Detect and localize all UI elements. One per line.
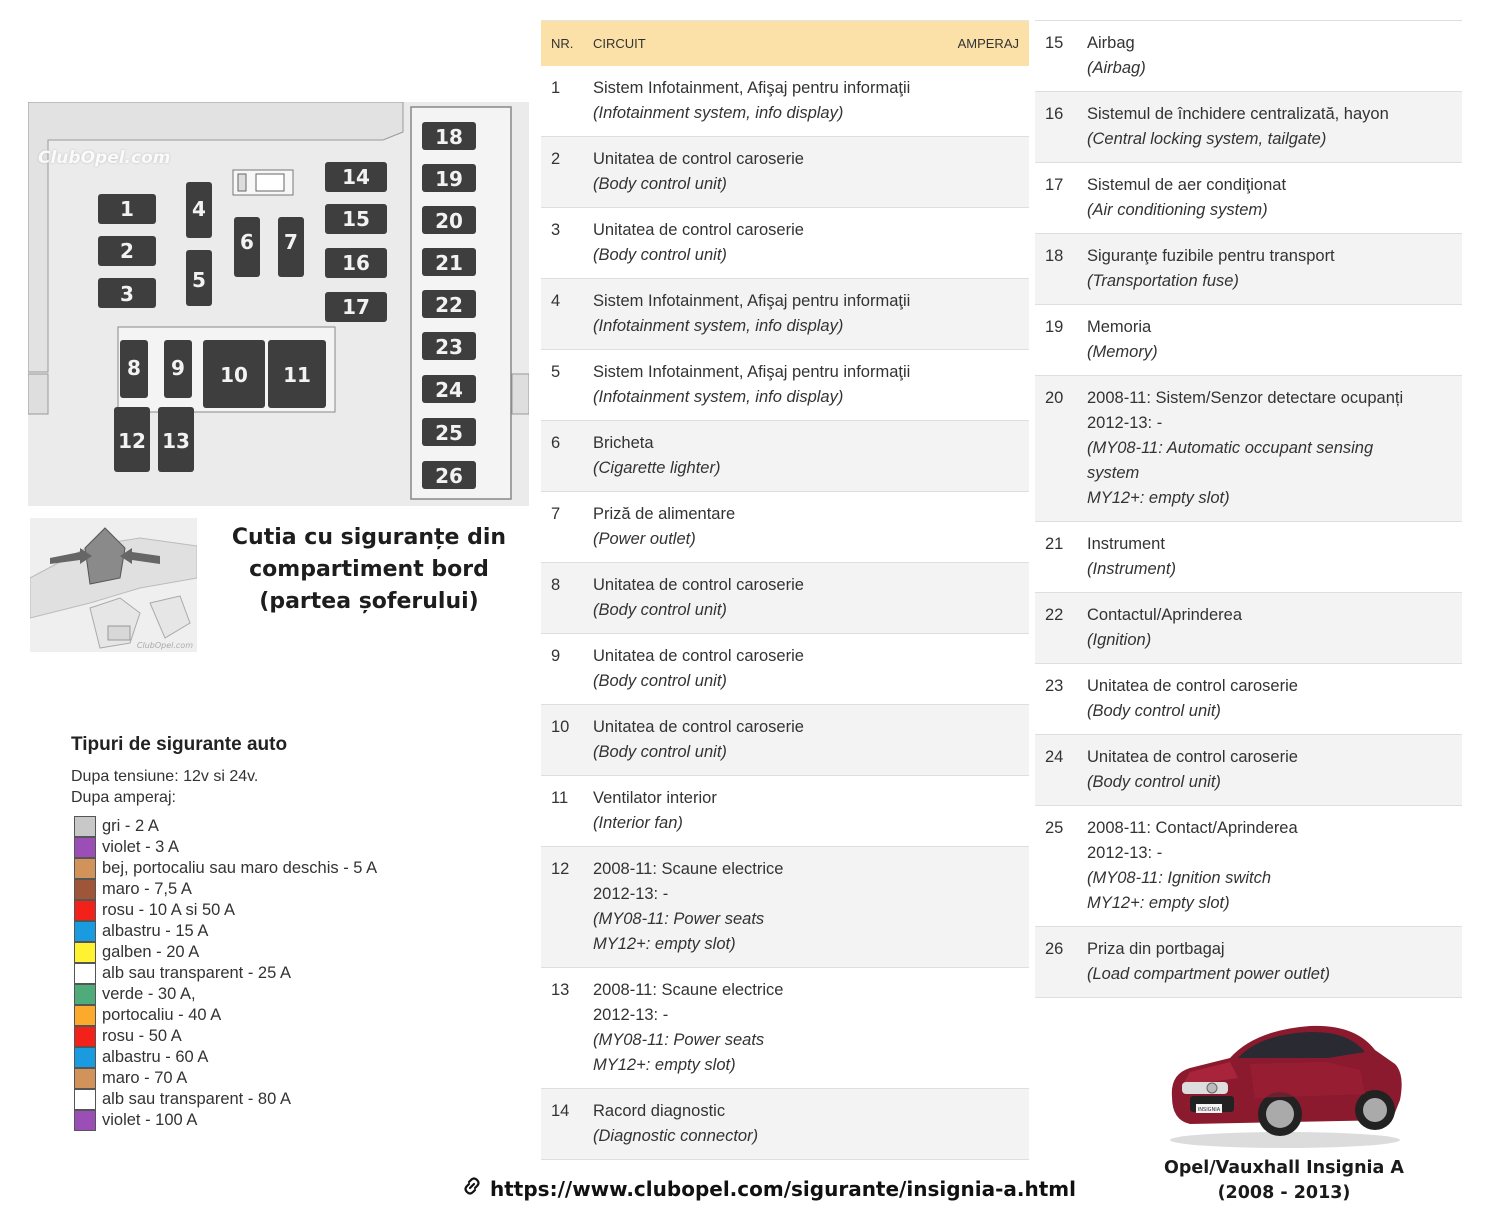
- table-row: [1035, 927, 1462, 998]
- circuit-ro: 2012-13: -: [593, 1006, 669, 1024]
- fuse-number: 17: [342, 295, 370, 319]
- fuse-nr: 1: [551, 79, 561, 97]
- legend-title: Tipuri de sigurante auto: [71, 734, 288, 755]
- circuit-en: (Power outlet): [593, 530, 696, 548]
- fuse-number: 7: [284, 230, 298, 254]
- header-amperage: AMPERAJ: [957, 36, 1019, 51]
- legend-list: [74, 816, 377, 1131]
- color-swatch: [74, 900, 96, 921]
- fuse-number: 21: [435, 251, 463, 275]
- circuit-en: (Instrument): [1087, 560, 1176, 578]
- legend-label: rosu - 10 A si 50 A: [102, 901, 235, 919]
- legend-item: [74, 900, 377, 921]
- color-swatch: [74, 1089, 96, 1110]
- color-swatch: [74, 879, 96, 900]
- circuit-ro: Airbag: [1087, 34, 1135, 52]
- fuse-nr: 22: [1045, 606, 1064, 624]
- circuit-en: (Infotainment system, info display): [593, 104, 844, 122]
- circuit-description: [593, 1099, 1029, 1149]
- table-row: [1035, 664, 1462, 735]
- table-row: [541, 776, 1029, 847]
- circuit-en: (Body control unit): [593, 743, 727, 761]
- circuit-ro: Sistemul de aer condiţionat: [1087, 176, 1287, 194]
- legend-label: maro - 70 A: [102, 1069, 188, 1087]
- circuit-ro: Sistem Infotainment, Afişaj pentru informaţii: [593, 363, 911, 381]
- color-swatch: [74, 858, 96, 879]
- table-row: [1035, 92, 1462, 163]
- table-row: [1035, 163, 1462, 234]
- caption-line: Cutia cu siguranțe din: [231, 525, 507, 550]
- table-row: [541, 492, 1029, 563]
- circuit-description: [1087, 816, 1462, 916]
- car-plate: INSIGNIA: [1197, 1107, 1221, 1113]
- circuit-ro: Sistem Infotainment, Afişaj pentru informaţii: [593, 292, 911, 310]
- circuit-ro: Racord diagnostic: [593, 1102, 726, 1120]
- legend-item: [74, 942, 377, 963]
- circuit-ro: Ventilator interior: [593, 789, 717, 807]
- circuit-description: [593, 218, 1029, 268]
- circuit-en: MY12+: empty slot): [593, 1056, 736, 1074]
- circuit-en: system: [1087, 464, 1140, 482]
- fuse-number: 2: [120, 239, 134, 263]
- circuit-description: [593, 573, 1029, 623]
- circuit-ro: Unitatea de control caroserie: [1087, 748, 1298, 766]
- circuit-en: (Airbag): [1087, 59, 1146, 77]
- fuse-number: 11: [283, 363, 311, 387]
- table-row: [1035, 522, 1462, 593]
- circuit-en: (Body control unit): [1087, 702, 1221, 720]
- circuit-description: [1087, 674, 1462, 724]
- table-row: [1035, 735, 1462, 806]
- fuse-nr: 15: [1045, 34, 1064, 52]
- table-row: [541, 137, 1029, 208]
- circuit-ro: Sistem Infotainment, Afişaj pentru informaţii: [593, 79, 911, 97]
- fuse-number: 12: [118, 429, 146, 453]
- legend-item: [74, 816, 377, 837]
- legend-label: albastru - 15 A: [102, 922, 209, 940]
- circuit-description: [593, 502, 1029, 552]
- table-body: [1035, 20, 1462, 998]
- car-svg: [1160, 1012, 1410, 1152]
- fuse-nr: 26: [1045, 940, 1064, 958]
- fuse-nr: 14: [551, 1102, 570, 1120]
- header-nr: NR.: [551, 36, 574, 51]
- circuit-ro: 2008-11: Scaune electrice: [593, 860, 784, 878]
- fuse-number: 3: [120, 282, 134, 306]
- fuse-nr: 9: [551, 647, 561, 665]
- table-row: [541, 279, 1029, 350]
- color-swatch: [74, 1047, 96, 1068]
- circuit-description: [593, 715, 1029, 765]
- circuit-en: (Infotainment system, info display): [593, 317, 844, 335]
- legend-item: [74, 1110, 377, 1131]
- fuse-nr: 13: [551, 981, 570, 999]
- legend-label: maro - 7,5 A: [102, 880, 192, 898]
- circuit-en: (Infotainment system, info display): [593, 388, 844, 406]
- location-thumbnail-svg: [30, 518, 197, 652]
- fuse-box-caption: [210, 522, 528, 618]
- source-url[interactable]: https://www.clubopel.com/sigurante/insignia-a.html: [490, 1176, 1077, 1201]
- car-years: (2008 - 2013): [1217, 1183, 1351, 1203]
- circuit-en: (Body control unit): [593, 672, 727, 690]
- fuse-number: 20: [435, 209, 463, 233]
- thumbnail-watermark: ClubOpel.com: [136, 641, 193, 650]
- fuse-number: 19: [435, 167, 463, 191]
- fuse-nr: 24: [1045, 748, 1064, 766]
- fuse-table-left: [541, 20, 1029, 1160]
- circuit-ro: Bricheta: [593, 434, 654, 452]
- table-row: [541, 66, 1029, 137]
- car-image: [1160, 1012, 1410, 1152]
- circuit-description: [593, 431, 1029, 481]
- fuse-nr: 20: [1045, 389, 1064, 407]
- fuse-number: 10: [220, 363, 248, 387]
- car-caption: [1150, 1156, 1418, 1206]
- legend-label: alb sau transparent - 25 A: [102, 964, 291, 982]
- table-row: [541, 563, 1029, 634]
- circuit-description: [1087, 937, 1462, 987]
- fuse-nr: 2: [551, 150, 561, 168]
- table-body: [541, 66, 1029, 1160]
- fuse-nr: 6: [551, 434, 561, 452]
- fuse-nr: 4: [551, 292, 561, 310]
- circuit-description: [1087, 603, 1462, 653]
- circuit-description: [593, 76, 1029, 126]
- legend-item: [74, 1005, 377, 1026]
- fuse-nr: 11: [551, 789, 569, 807]
- circuit-ro: 2008-11: Scaune electrice: [593, 981, 784, 999]
- legend-item: [74, 858, 377, 879]
- color-swatch: [74, 1110, 96, 1131]
- diagram-watermark: ClubOpel.com: [38, 148, 171, 168]
- table-row: [1035, 593, 1462, 664]
- circuit-en: (MY08-11: Power seats: [593, 910, 765, 928]
- circuit-ro: Unitatea de control caroserie: [593, 576, 804, 594]
- fuse-number: 8: [127, 356, 141, 380]
- circuit-ro: Priză de alimentare: [593, 505, 736, 523]
- table-row: [541, 634, 1029, 705]
- legend-label: alb sau transparent - 80 A: [102, 1090, 291, 1108]
- fuse-nr: 25: [1045, 819, 1064, 837]
- fuse-number: 5: [192, 268, 206, 292]
- table-row: [1035, 234, 1462, 305]
- fuse-number: 16: [342, 251, 370, 275]
- table-row: [541, 705, 1029, 776]
- circuit-description: [593, 360, 1029, 410]
- legend-label: bej, portocaliu sau maro deschis - 5 A: [102, 859, 378, 877]
- circuit-en: (Central locking system, tailgate): [1087, 130, 1327, 148]
- car-model: Opel/Vauxhall Insignia A: [1164, 1158, 1404, 1178]
- fuse-number: 24: [435, 378, 463, 402]
- fuse-number: 22: [435, 293, 463, 317]
- circuit-description: [1087, 244, 1462, 294]
- fuse-number: 4: [192, 197, 206, 221]
- circuit-ro: 2012-13: -: [1087, 414, 1163, 432]
- circuit-en: MY12+: empty slot): [1087, 489, 1230, 507]
- circuit-ro: 2012-13: -: [593, 885, 669, 903]
- color-swatch: [74, 1005, 96, 1026]
- table-row: [541, 350, 1029, 421]
- circuit-en: (Interior fan): [593, 814, 683, 832]
- table-row: [541, 208, 1029, 279]
- circuit-en: (Air conditioning system): [1087, 201, 1268, 219]
- color-swatch: [74, 942, 96, 963]
- table-row: [541, 421, 1029, 492]
- fuse-nr: 12: [551, 860, 570, 878]
- location-thumbnail: [30, 518, 197, 652]
- legend-label: rosu - 50 A: [102, 1027, 182, 1045]
- legend-item: [74, 1068, 377, 1089]
- circuit-description: [1087, 315, 1462, 365]
- fuse-number: 15: [342, 207, 370, 231]
- color-swatch: [74, 1026, 96, 1047]
- legend-voltage: Dupa tensiune: 12v si 24v.: [71, 768, 259, 785]
- circuit-en: (Body control unit): [593, 246, 727, 264]
- circuit-ro: Memoria: [1087, 318, 1152, 336]
- circuit-ro: Unitatea de control caroserie: [593, 647, 804, 665]
- legend-label: portocaliu - 40 A: [102, 1006, 222, 1024]
- circuit-description: [593, 978, 1029, 1078]
- circuit-ro: Instrument: [1087, 535, 1165, 553]
- circuit-ro: Contactul/Aprinderea: [1087, 606, 1243, 624]
- table-header: [541, 20, 1029, 66]
- link-icon: [460, 1174, 484, 1203]
- circuit-en: (Transportation fuse): [1087, 272, 1239, 290]
- color-swatch: [74, 963, 96, 984]
- circuit-ro: 2012-13: -: [1087, 844, 1163, 862]
- circuit-en: (Memory): [1087, 343, 1158, 361]
- table-row: [1035, 305, 1462, 376]
- legend-item: [74, 1047, 377, 1068]
- fuse-nr: 7: [551, 505, 561, 523]
- fuse-nr: 16: [1045, 105, 1064, 123]
- fuse-nr: 17: [1045, 176, 1064, 194]
- circuit-description: [1087, 31, 1462, 81]
- circuit-en: (MY08-11: Ignition switch: [1087, 869, 1272, 887]
- legend-label: albastru - 60 A: [102, 1048, 209, 1066]
- fuse-number: 14: [342, 165, 370, 189]
- caption-line: compartiment bord: [249, 557, 489, 582]
- circuit-ro: Unitatea de control caroserie: [593, 718, 804, 736]
- circuit-description: [593, 786, 1029, 836]
- fuse-box-diagram: [28, 102, 529, 506]
- circuit-en: MY12+: empty slot): [593, 935, 736, 953]
- circuit-description: [1087, 173, 1462, 223]
- circuit-ro: Unitatea de control caroserie: [593, 221, 804, 239]
- fuse-nr: 8: [551, 576, 561, 594]
- table-row: [1035, 806, 1462, 927]
- legend-item: [74, 984, 377, 1005]
- fuse-nr: 23: [1045, 677, 1064, 695]
- fuse-number: 6: [240, 230, 254, 254]
- fuse-number: 18: [435, 125, 463, 149]
- circuit-en: (MY08-11: Automatic occupant sensing: [1087, 439, 1374, 457]
- color-swatch: [74, 984, 96, 1005]
- color-swatch: [74, 816, 96, 837]
- fuse-number: 1: [120, 197, 134, 221]
- circuit-ro: Priza din portbagaj: [1087, 940, 1225, 958]
- circuit-ro: 2008-11: Sistem/Senzor detectare ocupanți: [1087, 389, 1404, 407]
- circuit-en: (Body control unit): [593, 175, 727, 193]
- circuit-description: [1087, 745, 1462, 795]
- circuit-description: [593, 857, 1029, 957]
- circuit-en: (Diagnostic connector): [593, 1127, 759, 1145]
- circuit-en: (Load compartment power outlet): [1087, 965, 1331, 983]
- fuse-number: 25: [435, 421, 463, 445]
- circuit-en: (Body control unit): [1087, 773, 1221, 791]
- fuse-nr: 5: [551, 363, 561, 381]
- circuit-en: (Cigarette lighter): [593, 459, 721, 477]
- circuit-ro: Unitatea de control caroserie: [1087, 677, 1298, 695]
- legend-item: [74, 1089, 377, 1110]
- header-circuit: CIRCUIT: [593, 36, 646, 51]
- fuse-number: 23: [435, 335, 463, 359]
- fuse-nr: 3: [551, 221, 561, 239]
- fuse-nr: 18: [1045, 247, 1064, 265]
- color-swatch: [74, 837, 96, 858]
- table-row: [541, 968, 1029, 1089]
- circuit-en: (MY08-11: Power seats: [593, 1031, 765, 1049]
- table-row: [541, 1089, 1029, 1160]
- circuit-description: [1087, 386, 1462, 511]
- legend-label: verde - 30 A,: [102, 985, 196, 1003]
- legend-item: [74, 921, 377, 942]
- circuit-description: [593, 147, 1029, 197]
- legend-item: [74, 1026, 377, 1047]
- table-row: [541, 847, 1029, 968]
- table-row: [1035, 376, 1462, 522]
- legend-item: [74, 879, 377, 900]
- circuit-description: [1087, 532, 1462, 582]
- fuse-nr: 21: [1045, 535, 1064, 553]
- legend-item: [74, 837, 377, 858]
- fuse-number: 13: [162, 429, 190, 453]
- circuit-ro: Unitatea de control caroserie: [593, 150, 804, 168]
- fuse-table-right: [1035, 20, 1462, 998]
- fuse-number: 9: [171, 356, 185, 380]
- circuit-ro: Sistemul de închidere centralizată, hayon: [1087, 105, 1389, 123]
- fuse-nr: 19: [1045, 318, 1064, 336]
- circuit-description: [1087, 102, 1462, 152]
- table-row: [1035, 20, 1462, 92]
- circuit-ro: 2008-11: Contact/Aprinderea: [1087, 819, 1298, 837]
- circuit-en: MY12+: empty slot): [1087, 894, 1230, 912]
- circuit-description: [593, 289, 1029, 339]
- legend-label: violet - 3 A: [102, 838, 180, 856]
- caption-line: (partea șoferului): [259, 589, 479, 614]
- circuit-description: [593, 644, 1029, 694]
- circuit-en: (Ignition): [1087, 631, 1152, 649]
- color-swatch: [74, 921, 96, 942]
- legend-label: gri - 2 A: [102, 817, 159, 835]
- source-link[interactable]: [460, 1174, 1076, 1203]
- legend-label: violet - 100 A: [102, 1111, 198, 1129]
- fuse-nr: 10: [551, 718, 570, 736]
- legend-label: galben - 20 A: [102, 943, 200, 961]
- legend-item: [74, 963, 377, 984]
- circuit-en: (Body control unit): [593, 601, 727, 619]
- color-swatch: [74, 1068, 96, 1089]
- fuse-number: 26: [435, 464, 463, 488]
- circuit-ro: Siguranţe fuzibile pentru transport: [1087, 247, 1335, 265]
- legend-amperage: Dupa amperaj:: [71, 789, 176, 806]
